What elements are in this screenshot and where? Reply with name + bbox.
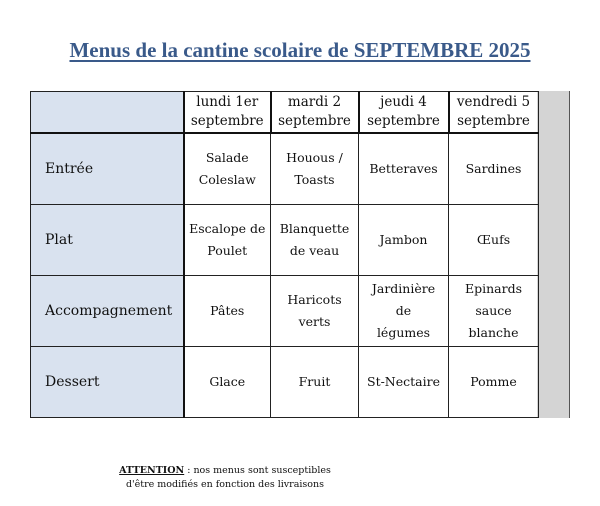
- menu-cell: Glace: [184, 347, 271, 418]
- menu-cell: Salade Coleslaw: [184, 133, 271, 205]
- menu-cell: Betteraves: [359, 133, 449, 205]
- menu-cell: Sardines: [449, 133, 539, 205]
- column-divider: [270, 91, 272, 134]
- notice-line-1: : nos menus sont susceptibles: [184, 465, 331, 476]
- menu-cell: Blanquette de veau: [271, 205, 359, 276]
- column-header-day-2: mardi 2 septembre: [271, 92, 359, 134]
- menu-cell: St-Nectaire: [359, 347, 449, 418]
- header-row: [31, 92, 539, 134]
- menu-cell: Escalope de Poulet: [184, 205, 271, 276]
- corner-cell: [31, 92, 184, 134]
- row-label: Dessert: [31, 347, 184, 418]
- column-header-day-4: vendredi 5 septembre: [449, 92, 539, 134]
- notice: [100, 464, 350, 492]
- side-grey-band: [537, 91, 570, 418]
- menu-cell: Jambon: [359, 205, 449, 276]
- menu-row-plat: [31, 205, 539, 276]
- notice-label: ATTENTION: [119, 465, 185, 476]
- column-divider: [448, 91, 450, 134]
- menu-cell: Haricots verts: [271, 276, 359, 347]
- menu-row-entree: [31, 133, 539, 205]
- row-label: Accompagnement: [31, 276, 184, 347]
- menu-cell: Œufs: [449, 205, 539, 276]
- menu-table: [30, 91, 539, 418]
- menu-cell: Pâtes: [184, 276, 271, 347]
- column-header-day-1: lundi 1er septembre: [184, 92, 271, 134]
- page-title: Menus de la cantine scolaire de SEPTEMBRE 2025: [69, 38, 531, 62]
- column-header-day-3: jeudi 4 septembre: [359, 92, 449, 134]
- menu-cell: Pomme: [449, 347, 539, 418]
- notice-line-2: d'être modifiés en fonction des livraisons: [125, 479, 325, 490]
- column-divider: [358, 91, 360, 134]
- menu-cell: Jardinière de légumes: [359, 276, 449, 347]
- menu-cell: Fruit: [271, 347, 359, 418]
- menu-cell: Houous / Toasts: [271, 133, 359, 205]
- menu-cell: Epinards sauce blanche: [449, 276, 539, 347]
- row-label: Plat: [31, 205, 184, 276]
- row-label: Entrée: [31, 133, 184, 205]
- menu-row-accompagnement: [31, 276, 539, 347]
- menu-row-dessert: [31, 347, 539, 418]
